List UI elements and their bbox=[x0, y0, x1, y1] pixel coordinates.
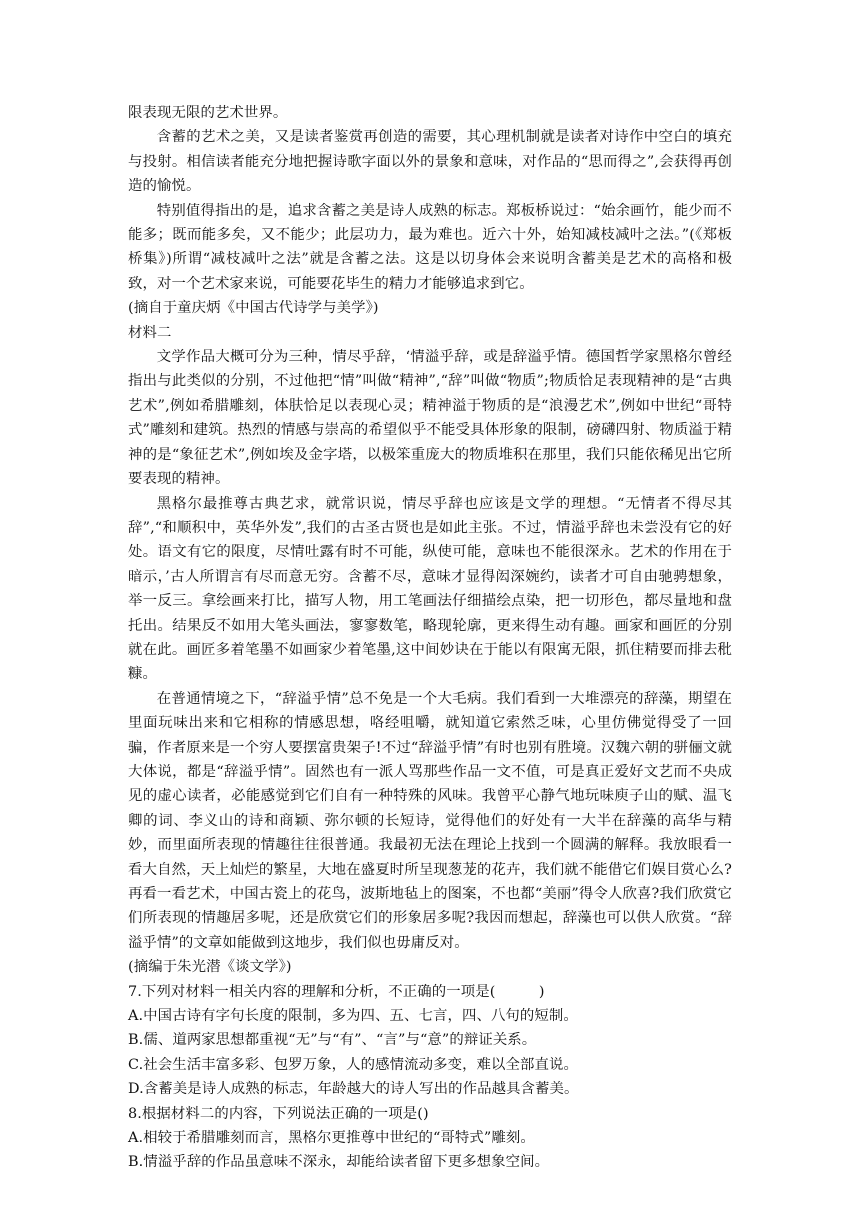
question-8-option-a: A.相较于希腊雕刻而言，黑格尔更推尊中世纪的“哥特式”雕刻。 bbox=[128, 1130, 535, 1147]
question-7-option-a: A.中国古诗有字句长度的限制，多为四、五、七言，四、八句的短制。 bbox=[128, 1008, 578, 1025]
paragraph-ornate-words: 在普通情境之下，“辞溢乎情”总不免是一个大毛病。我们看到一大堆漂亮的辞藻，期望在里面玩味出来和它相称的情感思想，咯经咀嚼，就知道它索然乏味，心里仿佛觉得受了一回骗，作者原来是一个穷人要摆富贵架子!不过“辞溢乎情”有时也别有胜境。汉魏六朝的骈俪文就大体说，都是“辞溢乎情”。固然也有一派人骂那些作品一文不值，可是真正爱好文艺而不央成见的虚心读者，必能感觉到它们自有一种特殊的风味。我曾平心静气地玩味庾子山的赋、温飞卿的词、李义山的诗和商颖、弥尔顿的长短诗，觉得他们的好处有一大半在辞藻的高华与精妙，而里面所表现的情趣往往很普通。我最初无法在理论上找到一个圆满的解释。我放眼看一看大自然，天上灿烂的繁星，大地在盛夏时所呈现葱茏的花卉，我们就不能借它们娱目赏心么?再看一看艺术，中国古瓷上的花鸟，波斯地毡上的图案，不也都“美丽”得令人欣喜?我们欣赏它们所表现的情趣居多呢，还是欣赏它们的形象居多呢?我因而想起，辞藻也可以供人欣赏。“辞溢乎情”的文章如能做到这地步，我们似也毋庸反对。 bbox=[128, 690, 732, 951]
source-citation-1: (摘自于童庆炳《中国古代诗学与美学》) bbox=[128, 300, 379, 317]
paragraph-reader-recreation: 含蓄的艺术之美，又是读者鉴赏再创造的需要，其心理机制就是读者对诗作中空白的填充与投射。相信读者能充分地把握诗歌字面以外的景象和意味，对作品的“思而得之”,会获得再创造的愉悦。 bbox=[128, 129, 732, 195]
question-7-option-c: C.社会生活丰富多彩、包罗万象，人的感情流动多变，难以全部直说。 bbox=[128, 1056, 578, 1073]
question-8-option-b: B.情溢乎辞的作品虽意味不深永，却能给读者留下更多想象空间。 bbox=[128, 1154, 550, 1171]
paragraph-zheng-banqiao: 特别值得指出的是，追求含蓄之美是诗人成熟的标志。郑板桥说过：“始余画竹，能少而不能多；既而能多矣，又不能少；此层功力，最为难也。近六十外，始知减枝减叶之法。”(《郑板桥集》)所谓“减枝减叶之法”就是含蓄之法。这是以切身体会来说明含蓄美是艺术的高格和极致，对一个艺术家来说，可能要花毕生的精力才能够追求到它。 bbox=[128, 202, 732, 292]
question-7-option-b: B.儒、道两家思想都重视“无”与“有”、“言”与“意”的辩证关系。 bbox=[128, 1032, 537, 1049]
text-continuation: 限表现无限的艺术世界。 bbox=[128, 105, 288, 121]
question-8: 8.根据材料二的内容，下列说法正确的一项是() bbox=[128, 1105, 429, 1122]
section-heading-material-2: 材料二 bbox=[128, 324, 172, 341]
paragraph-hegel-classical: 黑格尔最推尊古典艺求，就常识说，情尽乎辞也应该是文学的理想。“无情者不得尽其辞”,“和顺积中，英华外发”,我们的古圣古贤也是如此主张。不过，情溢乎辞也未尝没有它的好处。语文有它的限度，尽情吐露有时不可能，纵使可能，意味也不能很深永。艺术的作用在于暗示，’古人所谓言有尽而意无穷。含蓄不尽，意味才显得闳深婉约，读者才可自由驰骋想象，举一反三。拿绘画来打比，描写人物，用工笔画法仔细描绘点染，把一切形色，都尽量地和盘托出。结果反不如用大笔头画法，寥寥数笔，略现轮廓，更来得生动有趣。画家和画匠的分别就在此。画匠多着笔墨不如画家少着笔墨,这中间妙诀在于能以有限寓无限，抓住精要而排去秕糠。 bbox=[128, 495, 732, 683]
paragraph-three-kinds: 文学作品大概可分为三种，情尽乎辞，‘情溢乎辞，或是辞溢乎情。德国哲学家黑格尔曾经指出与此类似的分别，不过他把“情”叫做“精神”,“辞”叫做“物质”;物质恰足表现精神的是“古典艺术”,例如希腊雕刻，体肤恰足以表现心灵；精神溢于物质的是“浪漫艺术”,例如中世纪“哥特式”雕刻和建筑。热烈的情感与崇高的希望似乎不能受具体形象的限制，磅礴四射、物质溢于精神的是“象征艺术”,例如埃及金字塔，以极笨重庞大的物质堆积在那里，我们只能依稀见出它所要表现的精神。 bbox=[128, 349, 732, 488]
question-7-option-d: D.含蓄美是诗人成熟的标志，年龄越大的诗人写出的作品越具含蓄美。 bbox=[128, 1081, 579, 1098]
question-7: 7.下列对材料一相关内容的理解和分析，不正确的一项是( ) bbox=[128, 983, 545, 1000]
source-citation-2: (摘编于朱光潜《谈文学》) bbox=[128, 959, 292, 976]
